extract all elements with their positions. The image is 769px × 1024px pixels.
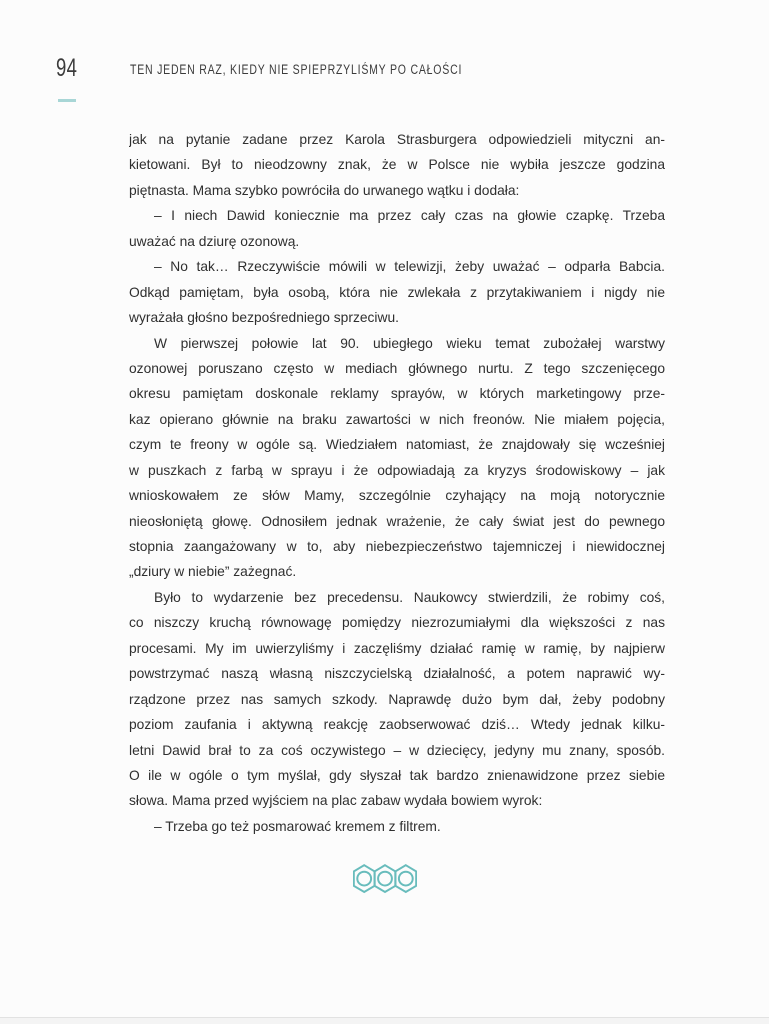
paragraph [129,203,665,254]
text-line: wyrażała głośno bezpośredniego sprzeciwu. [129,310,399,326]
three-hexagons-icon [353,864,417,894]
text-line: procesami. My im uwierzyliśmy i zaczęliśmy działać ramię w ramię, by najpierw [129,640,665,656]
paragraph [129,585,665,814]
text-line: poziom zaufania i aktywną reakcję zaobserwować dziś… Wtedy jednak kilku- [129,717,665,733]
text-line: piętnasta. Mama szybko powróciła do urwanego wątku i dodała: [129,182,520,198]
paragraph [129,814,665,839]
text-line: rządzone przez nas samych szkody. Naprawdę dużo bym dał, żeby podobny [129,691,665,707]
paragraph [129,331,665,585]
text-line: czym te freony w ogóle są. Wiedziałem natomiast, że znajdowały się wcześniej [129,437,665,453]
text-line: kaz opierano głównie na braku zawartości w nich freonów. Nie miałem pojęcia, [129,411,665,427]
text-line: letni Dawid brał to za coś oczywistego – w dziecięcy, jedyny mu znany, sposób. [129,742,665,758]
text-line: stopnia zaangażowany w to, aby niebezpieczeństwo tajemniczej i niewidocznej [129,539,665,554]
running-header: TEN JEDEN RAZ, KIEDY NIE SPIEPRZYLIŚMY PO CAŁOŚCI [130,62,463,77]
text-line: – No tak… Rzeczywiście mówili w telewizji, żeby uważać – odparła Babcia. [154,259,665,275]
hexagon-icon [353,865,374,892]
hexagon-icon [374,865,395,892]
paragraph [129,254,665,330]
text-line: – Trzeba go też posmarować kremem z filtrem. [154,818,441,834]
text-line: jak na pytanie zadane przez Karola Strasburgera odpowiedzieli mityczni an- [129,132,665,147]
body-text [129,127,665,839]
text-line: W pierwszej połowie lat 90. ubiegłego wieku temat zubożałej warstwy [154,335,665,351]
text-line: – I niech Dawid koniecznie ma przez cały czas na głowie czapkę. Trzeba [154,208,665,224]
paragraph [129,127,665,203]
text-line: kietowani. Był to nieodzowny znak, że w Polsce nie wybiła jeszcze godzina [129,157,665,173]
text-line: Odkąd pamiętam, była osobą, która nie zwlekała z przytakiwaniem i nigdy nie [129,284,665,300]
hexagon-divider-ornament [0,864,769,894]
text-line: Było to wydarzenie bez precedensu. Naukowcy stwierdzili, że robimy coś, [154,589,665,605]
text-line: uważać na dziurę ozonową. [129,233,300,249]
text-line: w puszkach z farbą w sprayu i że odpowiadają za kryzys środowiskowy – jak [129,462,665,478]
text-line: okresu pamiętam doskonale reklamy sprayów, w których marketingowy prze- [129,386,665,402]
accent-dash [58,99,76,102]
text-line: powstrzymać naszą własną niszczycielską działalność, a potem naprawić wy- [129,666,665,682]
text-line: słowa. Mama przed wyjściem na plac zabaw wydała bowiem wyrok: [129,793,543,809]
page-number: 94 [56,54,78,82]
text-line: ozonowej poruszano często w mediach głównego nurtu. Z tego szczenięcego [129,360,665,376]
page-bottom-edge [0,1017,769,1024]
text-line: wnioskowałem ze słów Mamy, szczególnie czyhający na moją notorycznie [129,488,665,504]
text-line: O ile w ogóle o tym myślał, gdy słyszał tak bardzo znienawidzone przez siebie [129,767,665,783]
text-line: „dziury w niebie” zażegnać. [129,564,297,580]
hexagon-icon [395,865,416,892]
text-line: nieosłoniętą głowę. Odnosiłem jednak wrażenie, że cały świat jest do pewnego [129,513,665,529]
text-line: co niszczy kruchą równowagę pomiędzy niezrozumiałymi dla większości z nas [129,615,665,631]
